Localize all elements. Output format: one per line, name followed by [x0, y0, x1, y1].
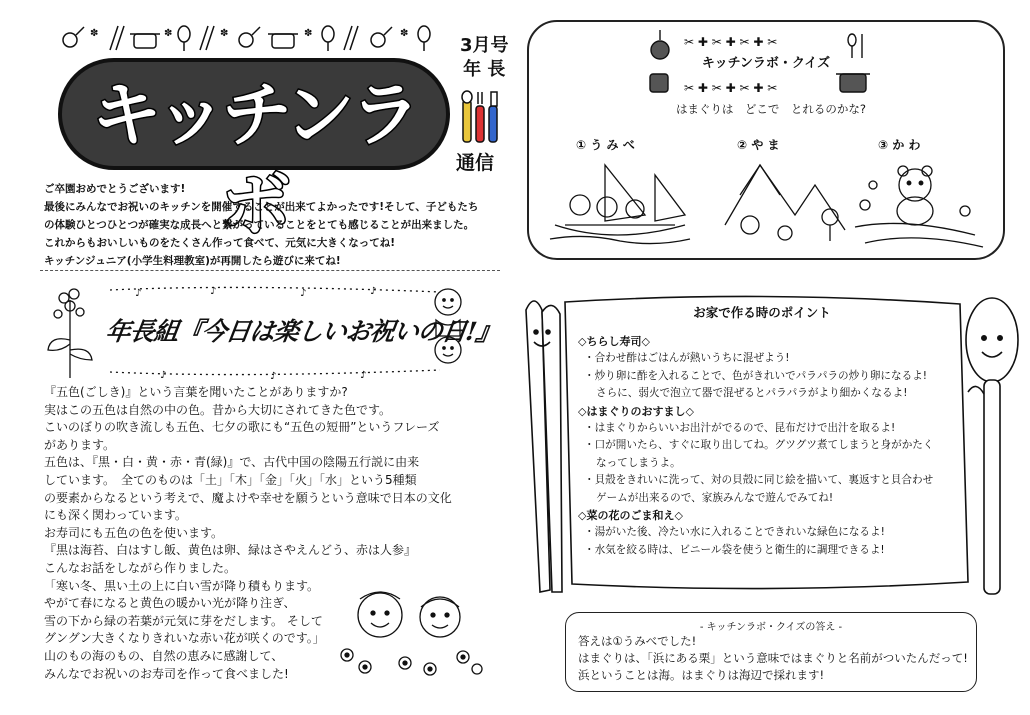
answer-line: 答えは①うみべでした!	[578, 634, 697, 648]
point-item: ・炒り卵に酢を入れることで、色がきれいでパラパラの炒り卵になるよ!	[584, 369, 928, 382]
article-line: 雪の下から緑の若葉が元気に芽をだします。 そして	[44, 613, 323, 628]
section-divider	[40, 270, 500, 271]
point-item: ・合わせ酢はごはんが熱いうちに混ぜよう!	[584, 352, 790, 365]
svg-text:♪: ♪	[360, 370, 367, 380]
article-line: グングン大きくなりきれいな赤い花が咲くのです。」	[44, 631, 325, 646]
svg-text:✽: ✽	[90, 28, 99, 39]
article-line: みんなでお祝いのお寿司を作って食べました!	[44, 666, 289, 681]
article-line: 実はこの五色は自然の中の色。昔から大切にされてきた色です。	[44, 402, 392, 417]
greeting-line: キッチンジュニア(小学生料理教室)が再開したら遊びに来てね!	[44, 255, 341, 267]
quiz-option-umibe: ① う み べ	[576, 138, 635, 152]
greeting-message	[44, 180, 504, 270]
svg-text:♪: ♪	[135, 288, 142, 299]
tsushin-label: 通信	[456, 152, 495, 174]
svg-text:✽: ✽	[164, 28, 173, 39]
svg-text:✽: ✽	[400, 28, 409, 39]
point-item-continued: ゲームが出来るので、家族みんなで遊んでみてね!	[596, 491, 834, 504]
svg-text:♪: ♪	[160, 370, 167, 380]
svg-text:✂ ✚ ✂ ✚ ✂ ✚ ✂: ✂ ✚ ✂ ✚ ✂ ✚ ✂	[684, 81, 778, 95]
quiz-answer-text	[578, 633, 978, 684]
svg-text:♪: ♪	[270, 371, 277, 380]
article-line: の要素からなるという考えで、魔よけや幸せを願うという意味で日本の文化	[44, 490, 452, 505]
svg-text:♪: ♪	[210, 286, 217, 297]
quiz-option-yama: ② や ま	[737, 138, 780, 152]
svg-text:✽: ✽	[220, 28, 229, 39]
point-item: ・はまぐりからいいお出汁がでるので、昆布だけで出汁を取るよ!	[584, 422, 896, 435]
answer-line: 浜ということは海。はまぐりは海辺で採れます!	[578, 668, 825, 682]
point-item: ・貝殻をきれいに洗って、対の貝殻に同じ絵を描いて、裏返すと貝合わせ	[584, 474, 934, 487]
utensils-icon	[460, 90, 500, 144]
greeting-line: ご卒園おめでとうございます!	[44, 183, 186, 195]
quiz-answer-title: - キッチンラボ・クイズの答え -	[699, 622, 843, 633]
quiz-option-kawa: ③ か わ	[878, 138, 921, 152]
issue-class: 年 長	[463, 59, 506, 80]
article-line: しています。 全てのものは「土」「木」「金」「火」「水」という5種類	[44, 472, 417, 487]
article-line: があります。	[44, 437, 116, 452]
children-flowers-illustration	[335, 585, 485, 680]
article-line: 『黒は海苔、白はすし飯、黄色は卵、緑はさやえんどう、赤は人参』	[44, 543, 417, 558]
answer-line: はまぐりは、「浜にある栗」という意味ではまぐりと名前がついたんだって!	[578, 651, 968, 665]
article-line: 五色は、『黒・白・黄・赤・青(緑)』で、古代中国の陰陽五行説に由来	[44, 455, 420, 470]
point-item: ・水気を絞る時は、ビニール袋を使うと衛生的に調理できるよ!	[584, 543, 885, 556]
quiz-title: キッチンラボ・クイズ	[701, 56, 831, 71]
points-title: お家で作る時のポイント	[693, 305, 831, 320]
issue-month: 3月号	[460, 35, 509, 56]
issue-label	[456, 34, 509, 82]
article-line: こいのぼりの吹き流しも五色、七夕の歌にも“五色の短冊”というフレーズ	[44, 420, 440, 435]
svg-text:♪: ♪	[370, 286, 377, 297]
quiz-question: はまぐりは どこで とれるのかな?	[675, 102, 867, 116]
logo-title: キッチンラボ	[91, 74, 417, 246]
svg-text:♪: ♪	[300, 288, 307, 299]
point-item-continued: なってしまうよ。	[596, 456, 681, 469]
section-heading: ◇ちらし寿司◇	[578, 335, 650, 348]
banner-title: 年長組『今日は楽しいお祝いの日!』	[103, 317, 502, 346]
article-line: 『五色(ごしき)』という言葉を聞いたことがありますか?	[44, 385, 348, 399]
section-heading: ◇菜の花のごま和え◇	[578, 509, 683, 523]
point-item: ・口が開いたら、すぐに取り出してね。グツグツ煮てしまうと身がかたく	[584, 439, 934, 452]
article-line: 山のもの海のもの、自然の恵みに感謝して、	[44, 648, 284, 663]
kitchen-utensils-decoration	[60, 22, 440, 52]
greeting-line: 最後にみんなでお祝いのキッチンを開催することが出来てよかったです!そして、子どもたち	[44, 201, 479, 213]
article-line: やがて春になると黄色の暖かい光が降り注ぎ、	[44, 596, 296, 611]
section-heading: ◇はまぐりのおすまし◇	[578, 404, 694, 418]
article-line: 「寒い冬、黒い土の上に白い雪が降り積もります。	[44, 578, 320, 593]
svg-text:✽: ✽	[304, 28, 313, 39]
article-line: お寿司にも五色の色を使います。	[44, 525, 224, 540]
greeting-line: これからもおいしいものをたくさん作って食べて、元気に大きくなってね!	[44, 237, 396, 249]
greeting-line: の体験ひとつひとつが確実な成長へと繋がっていることをとても感じることが出来ました。	[44, 219, 475, 231]
article-line: こんなお話をしながら作りました。	[44, 560, 237, 575]
point-item-continued: さらに、弱火で泡立て器で混ぜるとパラパラがより細かくなるよ!	[596, 387, 908, 400]
cooking-points-list	[578, 333, 962, 559]
svg-text:✂ ✚ ✂ ✚ ✂ ✚ ✂: ✂ ✚ ✂ ✚ ✂ ✚ ✂	[684, 35, 778, 49]
article-line: にも深く関わっています。	[44, 508, 187, 523]
quiz-illustrations	[545, 155, 985, 250]
point-item: ・湯がいた後、冷たい水に入れることできれいな緑色になるよ!	[584, 526, 885, 539]
